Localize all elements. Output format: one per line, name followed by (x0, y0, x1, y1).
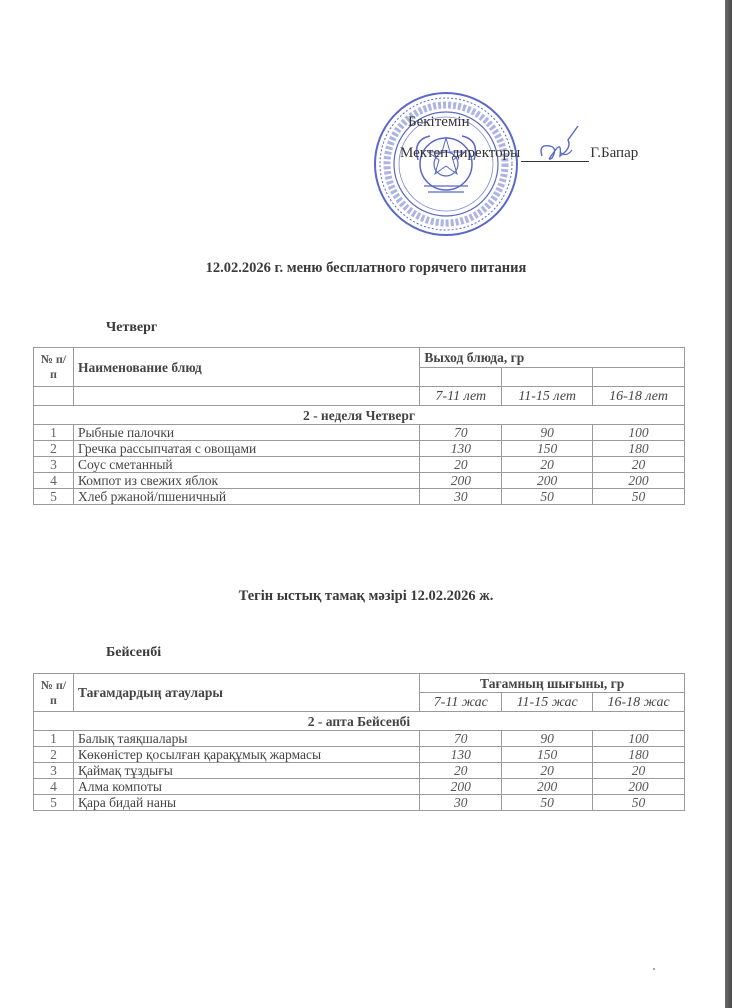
age-header: 7-11 лет (420, 387, 502, 406)
output-header: Выход блюда, гр (420, 348, 685, 368)
row-num: 3 (34, 763, 74, 779)
table-row (34, 763, 685, 779)
dish-name: Компот из свежих яблок (73, 473, 419, 489)
menu-title-kz: Тегін ыстық тамақ мәзірі 12.02.2026 ж. (238, 588, 494, 604)
menu-title-ru: 12.02.2026 г. меню бесплатного горячего питания (205, 260, 527, 276)
age-header: 11-15 лет (502, 387, 593, 406)
empty-cell (502, 368, 593, 387)
value-16-18: 180 (593, 441, 685, 457)
age-header: 16-18 лет (593, 387, 685, 406)
row-num: 5 (34, 795, 74, 811)
table-row (34, 425, 685, 441)
value-11-15: 150 (502, 441, 593, 457)
value-7-11: 200 (420, 779, 502, 795)
age-header: 16-18 жас (593, 693, 685, 712)
num-header: № п/п (34, 674, 74, 712)
value-11-15: 50 (502, 795, 593, 811)
dish-name: Қаймақ тұздығы (73, 763, 419, 779)
table-row (34, 747, 685, 763)
value-11-15: 90 (502, 425, 593, 441)
value-16-18: 100 (593, 425, 685, 441)
signature-icon (532, 122, 592, 166)
value-7-11: 30 (420, 795, 502, 811)
dish-name: Қара бидай наны (73, 795, 419, 811)
day-label-ru: Четверг (106, 320, 158, 335)
value-16-18: 50 (593, 795, 685, 811)
row-num: 4 (34, 473, 74, 489)
official-stamp-icon (372, 90, 520, 238)
value-11-15: 50 (502, 489, 593, 505)
empty-cell (73, 387, 419, 406)
row-num: 1 (34, 731, 74, 747)
value-11-15: 150 (502, 747, 593, 763)
dish-name: Хлеб ржаной/пшеничный (73, 489, 419, 505)
output-header: Тағамның шығыны, гр (420, 674, 685, 693)
value-7-11: 20 (420, 763, 502, 779)
table-row (34, 489, 685, 505)
row-num: 3 (34, 457, 74, 473)
week-label: 2 - апта Бейсенбі (34, 712, 685, 731)
table-row (34, 473, 685, 489)
empty-cell (593, 368, 685, 387)
scan-edge (725, 0, 732, 1008)
row-num: 5 (34, 489, 74, 505)
director-name: Г.Бапар (590, 145, 639, 161)
name-header: Тағамдардың атаулары (73, 674, 419, 712)
week-label: 2 - неделя Четверг (34, 406, 685, 425)
table-row (34, 779, 685, 795)
row-num: 1 (34, 425, 74, 441)
value-7-11: 130 (420, 747, 502, 763)
value-16-18: 200 (593, 473, 685, 489)
table-row (34, 441, 685, 457)
value-11-15: 90 (502, 731, 593, 747)
empty-cell (420, 368, 502, 387)
value-16-18: 20 (593, 457, 685, 473)
value-11-15: 200 (502, 473, 593, 489)
value-7-11: 200 (420, 473, 502, 489)
dish-name: Алма компоты (73, 779, 419, 795)
value-7-11: 70 (420, 425, 502, 441)
row-num: 2 (34, 747, 74, 763)
value-11-15: 20 (502, 457, 593, 473)
empty-cell (34, 387, 74, 406)
menu-table-kz (33, 673, 685, 811)
value-7-11: 130 (420, 441, 502, 457)
value-16-18: 50 (593, 489, 685, 505)
dish-name: Балық таяқшалары (73, 731, 419, 747)
table-row (34, 795, 685, 811)
value-11-15: 20 (502, 763, 593, 779)
value-16-18: 100 (593, 731, 685, 747)
dish-name: Гречка рассыпчатая с овощами (73, 441, 419, 457)
value-7-11: 20 (420, 457, 502, 473)
age-header: 11-15 жас (502, 693, 593, 712)
value-7-11: 30 (420, 489, 502, 505)
director-line (400, 145, 638, 162)
scan-speck (653, 968, 655, 970)
row-num: 2 (34, 441, 74, 457)
dish-name: Көкөністер қосылған қарақұмық жармасы (73, 747, 419, 763)
approve-label: Бекітемін (408, 114, 470, 130)
value-11-15: 200 (502, 779, 593, 795)
value-16-18: 20 (593, 763, 685, 779)
table-row (34, 457, 685, 473)
director-position: Мектеп директоры (400, 145, 521, 161)
row-num: 4 (34, 779, 74, 795)
day-label-kz: Бейсенбі (106, 645, 162, 660)
value-16-18: 180 (593, 747, 685, 763)
approval-block (372, 90, 692, 240)
table-row (34, 731, 685, 747)
value-16-18: 200 (593, 779, 685, 795)
num-header: № п/п (34, 348, 74, 387)
dish-name: Рыбные палочки (73, 425, 419, 441)
menu-table-ru (33, 347, 685, 505)
value-7-11: 70 (420, 731, 502, 747)
age-header: 7-11 жас (420, 693, 502, 712)
name-header: Наименование блюд (73, 348, 419, 387)
dish-name: Соус сметанный (73, 457, 419, 473)
